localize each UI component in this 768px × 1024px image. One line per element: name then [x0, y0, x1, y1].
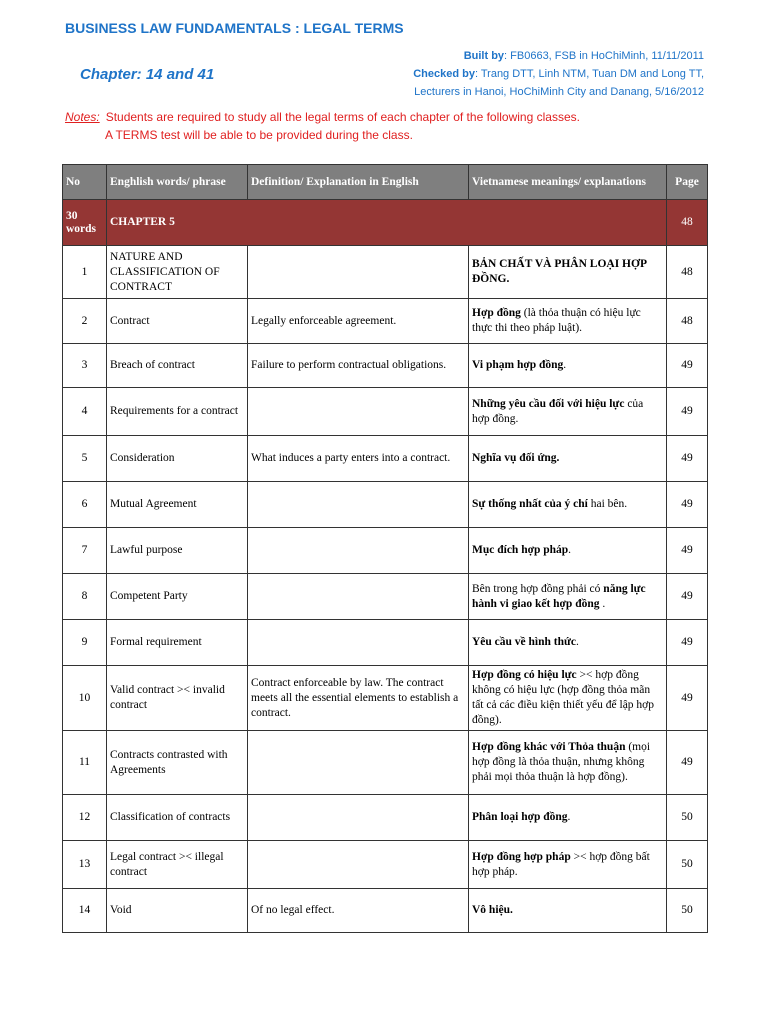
- row-definition: [248, 841, 469, 889]
- vietnamese-explanation: .: [576, 636, 579, 648]
- row-english-term: Void: [107, 889, 248, 933]
- chapter-page: 48: [667, 200, 708, 246]
- row-definition: [248, 574, 469, 620]
- row-number: 7: [63, 528, 107, 574]
- row-number: 6: [63, 482, 107, 528]
- header-vietnamese: Vietnamese meanings/ explanations: [469, 165, 667, 200]
- vietnamese-explanation: của hợp đồng.: [472, 397, 644, 425]
- chapter-label: CHAPTER 5: [107, 200, 667, 246]
- row-english-term: Classification of contracts: [107, 795, 248, 841]
- vietnamese-explanation: (là thỏa thuận có hiệu lực thực thi theo pháp luật).: [472, 307, 641, 334]
- vietnamese-explanation: .: [599, 597, 606, 610]
- notes-line-1: Students are required to study all the legal terms of each chapter of the following classes.: [105, 110, 580, 124]
- table-row: [63, 482, 708, 528]
- vietnamese-term: Nghĩa vụ đối ứng.: [472, 452, 560, 464]
- row-english-term: Contract: [107, 299, 248, 344]
- row-page: 50: [667, 841, 708, 889]
- row-english-term: Consideration: [107, 436, 248, 482]
- row-page: 49: [667, 574, 708, 620]
- notes-line-2: A TERMS test will be able to be provided during the class.: [105, 128, 413, 142]
- row-definition: Failure to perform contractual obligations.: [248, 344, 469, 388]
- vietnamese-term: Những yêu cầu đối với hiệu lực: [472, 397, 625, 410]
- table-row: [63, 299, 708, 344]
- row-number: 8: [63, 574, 107, 620]
- table-row: [63, 436, 708, 482]
- row-definition: Contract enforceable by law. The contract meets all the essential elements to establish a contract.: [248, 666, 469, 731]
- vietnamese-term: Hợp đồng: [472, 307, 521, 319]
- row-definition: [248, 795, 469, 841]
- built-by-label: Built by: [463, 50, 505, 62]
- vietnamese-term: Hợp đồng hợp pháp: [472, 850, 571, 863]
- table-row: [63, 795, 708, 841]
- row-definition: Of no legal effect.: [248, 889, 469, 933]
- row-page: 49: [667, 436, 708, 482]
- row-definition: [248, 528, 469, 574]
- row-vietnamese: [469, 246, 667, 299]
- table-row: [63, 889, 708, 933]
- row-vietnamese: [469, 528, 667, 574]
- row-page: 49: [667, 731, 708, 795]
- row-number: 12: [63, 795, 107, 841]
- row-english-term: Requirements for a contract: [107, 388, 248, 436]
- vietnamese-explanation: >< hợp đồng không có hiệu lực (hợp đồng thỏa mãn tất cả các điều kiện thiết yếu để lập hợp đồng).: [472, 669, 655, 726]
- row-page: 49: [667, 344, 708, 388]
- row-vietnamese: [469, 299, 667, 344]
- row-definition: [248, 731, 469, 795]
- row-vietnamese: [469, 620, 667, 666]
- checked-by-line: [413, 65, 704, 83]
- built-by-value: : FB0663, FSB in HoChiMinh, 11/11/2011: [504, 50, 704, 62]
- row-number: 1: [63, 246, 107, 299]
- row-vietnamese: [469, 841, 667, 889]
- checked-by-value: : Trang DTT, Linh NTM, Tuan DM and Long TT,: [474, 68, 704, 80]
- chapter-row: [63, 200, 708, 246]
- row-number: 2: [63, 299, 107, 344]
- vietnamese-term: Vi phạm hợp đồng: [472, 359, 564, 371]
- checked-by-label: Checked by: [413, 68, 475, 80]
- chapter-word-count: 30 words: [63, 200, 107, 246]
- row-vietnamese: [469, 436, 667, 482]
- vietnamese-term: Hợp đồng khác với Thỏa thuận: [472, 741, 626, 753]
- row-number: 11: [63, 731, 107, 795]
- vietnamese-term: năng lực hành vi giao kết hợp đồng: [472, 582, 646, 610]
- row-definition: Legally enforceable agreement.: [248, 299, 469, 344]
- built-by-line: [413, 47, 704, 65]
- notes-section: [65, 108, 580, 144]
- row-page: 49: [667, 388, 708, 436]
- row-english-term: Lawful purpose: [107, 528, 248, 574]
- row-english-term: Mutual Agreement: [107, 482, 248, 528]
- table-row: [63, 841, 708, 889]
- row-number: 14: [63, 889, 107, 933]
- row-page: 49: [667, 528, 708, 574]
- checked-by-line-2: Lecturers in Hanoi, HoChiMinh City and Danang, 5/16/2012: [414, 86, 704, 98]
- vietnamese-term: Sự thống nhất của ý chí: [472, 498, 588, 510]
- row-vietnamese: [469, 482, 667, 528]
- header-english: Enghlish words/ phrase: [107, 165, 248, 200]
- vietnamese-explanation: (mọi hợp đồng là thỏa thuận, nhưng không phải mọi thỏa thuận là hợp đồng).: [472, 741, 651, 783]
- row-vietnamese: [469, 666, 667, 731]
- row-number: 4: [63, 388, 107, 436]
- table-row: [63, 344, 708, 388]
- row-page: 50: [667, 795, 708, 841]
- vietnamese-prefix: Bên trong hợp đồng phải có: [472, 582, 604, 595]
- row-vietnamese: [469, 574, 667, 620]
- vietnamese-explanation: .: [568, 544, 572, 556]
- vietnamese-term: Mục đích hợp pháp: [472, 544, 569, 556]
- row-english-term: Legal contract >< illegal contract: [107, 841, 248, 889]
- row-definition: [248, 246, 469, 299]
- row-english-term: Breach of contract: [107, 344, 248, 388]
- document-metadata: [413, 47, 704, 101]
- vietnamese-term: BẢN CHẤT VÀ PHÂN LOẠI HỢP ĐỒNG.: [472, 258, 647, 285]
- row-english-term: Contracts contrasted with Agreements: [107, 731, 248, 795]
- vietnamese-term: Yêu cầu về hình thức: [472, 636, 577, 648]
- row-vietnamese: [469, 795, 667, 841]
- vietnamese-explanation: >< hợp đồng bất hợp pháp.: [472, 850, 650, 878]
- table-row: [63, 528, 708, 574]
- row-definition: [248, 388, 469, 436]
- table-header-row: [63, 165, 708, 200]
- legal-terms-table: [62, 164, 708, 933]
- row-definition: What induces a party enters into a contract.: [248, 436, 469, 482]
- table-row: [63, 666, 708, 731]
- row-vietnamese: [469, 731, 667, 795]
- row-english-term: NATURE AND CLASSIFICATION OF CONTRACT: [107, 246, 248, 299]
- table-row: [63, 574, 708, 620]
- row-english-term: Formal requirement: [107, 620, 248, 666]
- row-vietnamese: [469, 344, 667, 388]
- row-number: 5: [63, 436, 107, 482]
- row-page: 49: [667, 482, 708, 528]
- row-definition: [248, 620, 469, 666]
- document-title: BUSINESS LAW FUNDAMENTALS : LEGAL TERMS: [65, 20, 404, 36]
- table-row: [63, 620, 708, 666]
- row-definition: [248, 482, 469, 528]
- vietnamese-term: Phân loại hợp đồng: [472, 811, 568, 823]
- chapter-heading: Chapter: 14 and 41: [80, 66, 215, 83]
- table-row: [63, 731, 708, 795]
- row-page: 49: [667, 666, 708, 731]
- row-english-term: Valid contract >< invalid contract: [107, 666, 248, 731]
- row-number: 3: [63, 344, 107, 388]
- row-page: 48: [667, 299, 708, 344]
- header-definition: Definition/ Explanation in English: [248, 165, 469, 200]
- header-no: No: [63, 165, 107, 200]
- row-vietnamese: [469, 889, 667, 933]
- row-number: 10: [63, 666, 107, 731]
- vietnamese-explanation: .: [563, 359, 567, 371]
- vietnamese-term: Vô hiệu.: [472, 904, 513, 916]
- row-english-term: Competent Party: [107, 574, 248, 620]
- header-page: Page: [667, 165, 708, 200]
- vietnamese-term: Hợp đồng có hiệu lực: [472, 669, 577, 681]
- row-number: 13: [63, 841, 107, 889]
- row-page: 50: [667, 889, 708, 933]
- row-page: 49: [667, 620, 708, 666]
- row-vietnamese: [469, 388, 667, 436]
- vietnamese-explanation: hai bên.: [587, 498, 628, 510]
- table-row: [63, 388, 708, 436]
- row-number: 9: [63, 620, 107, 666]
- row-page: 48: [667, 246, 708, 299]
- vietnamese-explanation: .: [567, 811, 571, 823]
- table-row: [63, 246, 708, 299]
- notes-label: Notes:: [65, 110, 100, 124]
